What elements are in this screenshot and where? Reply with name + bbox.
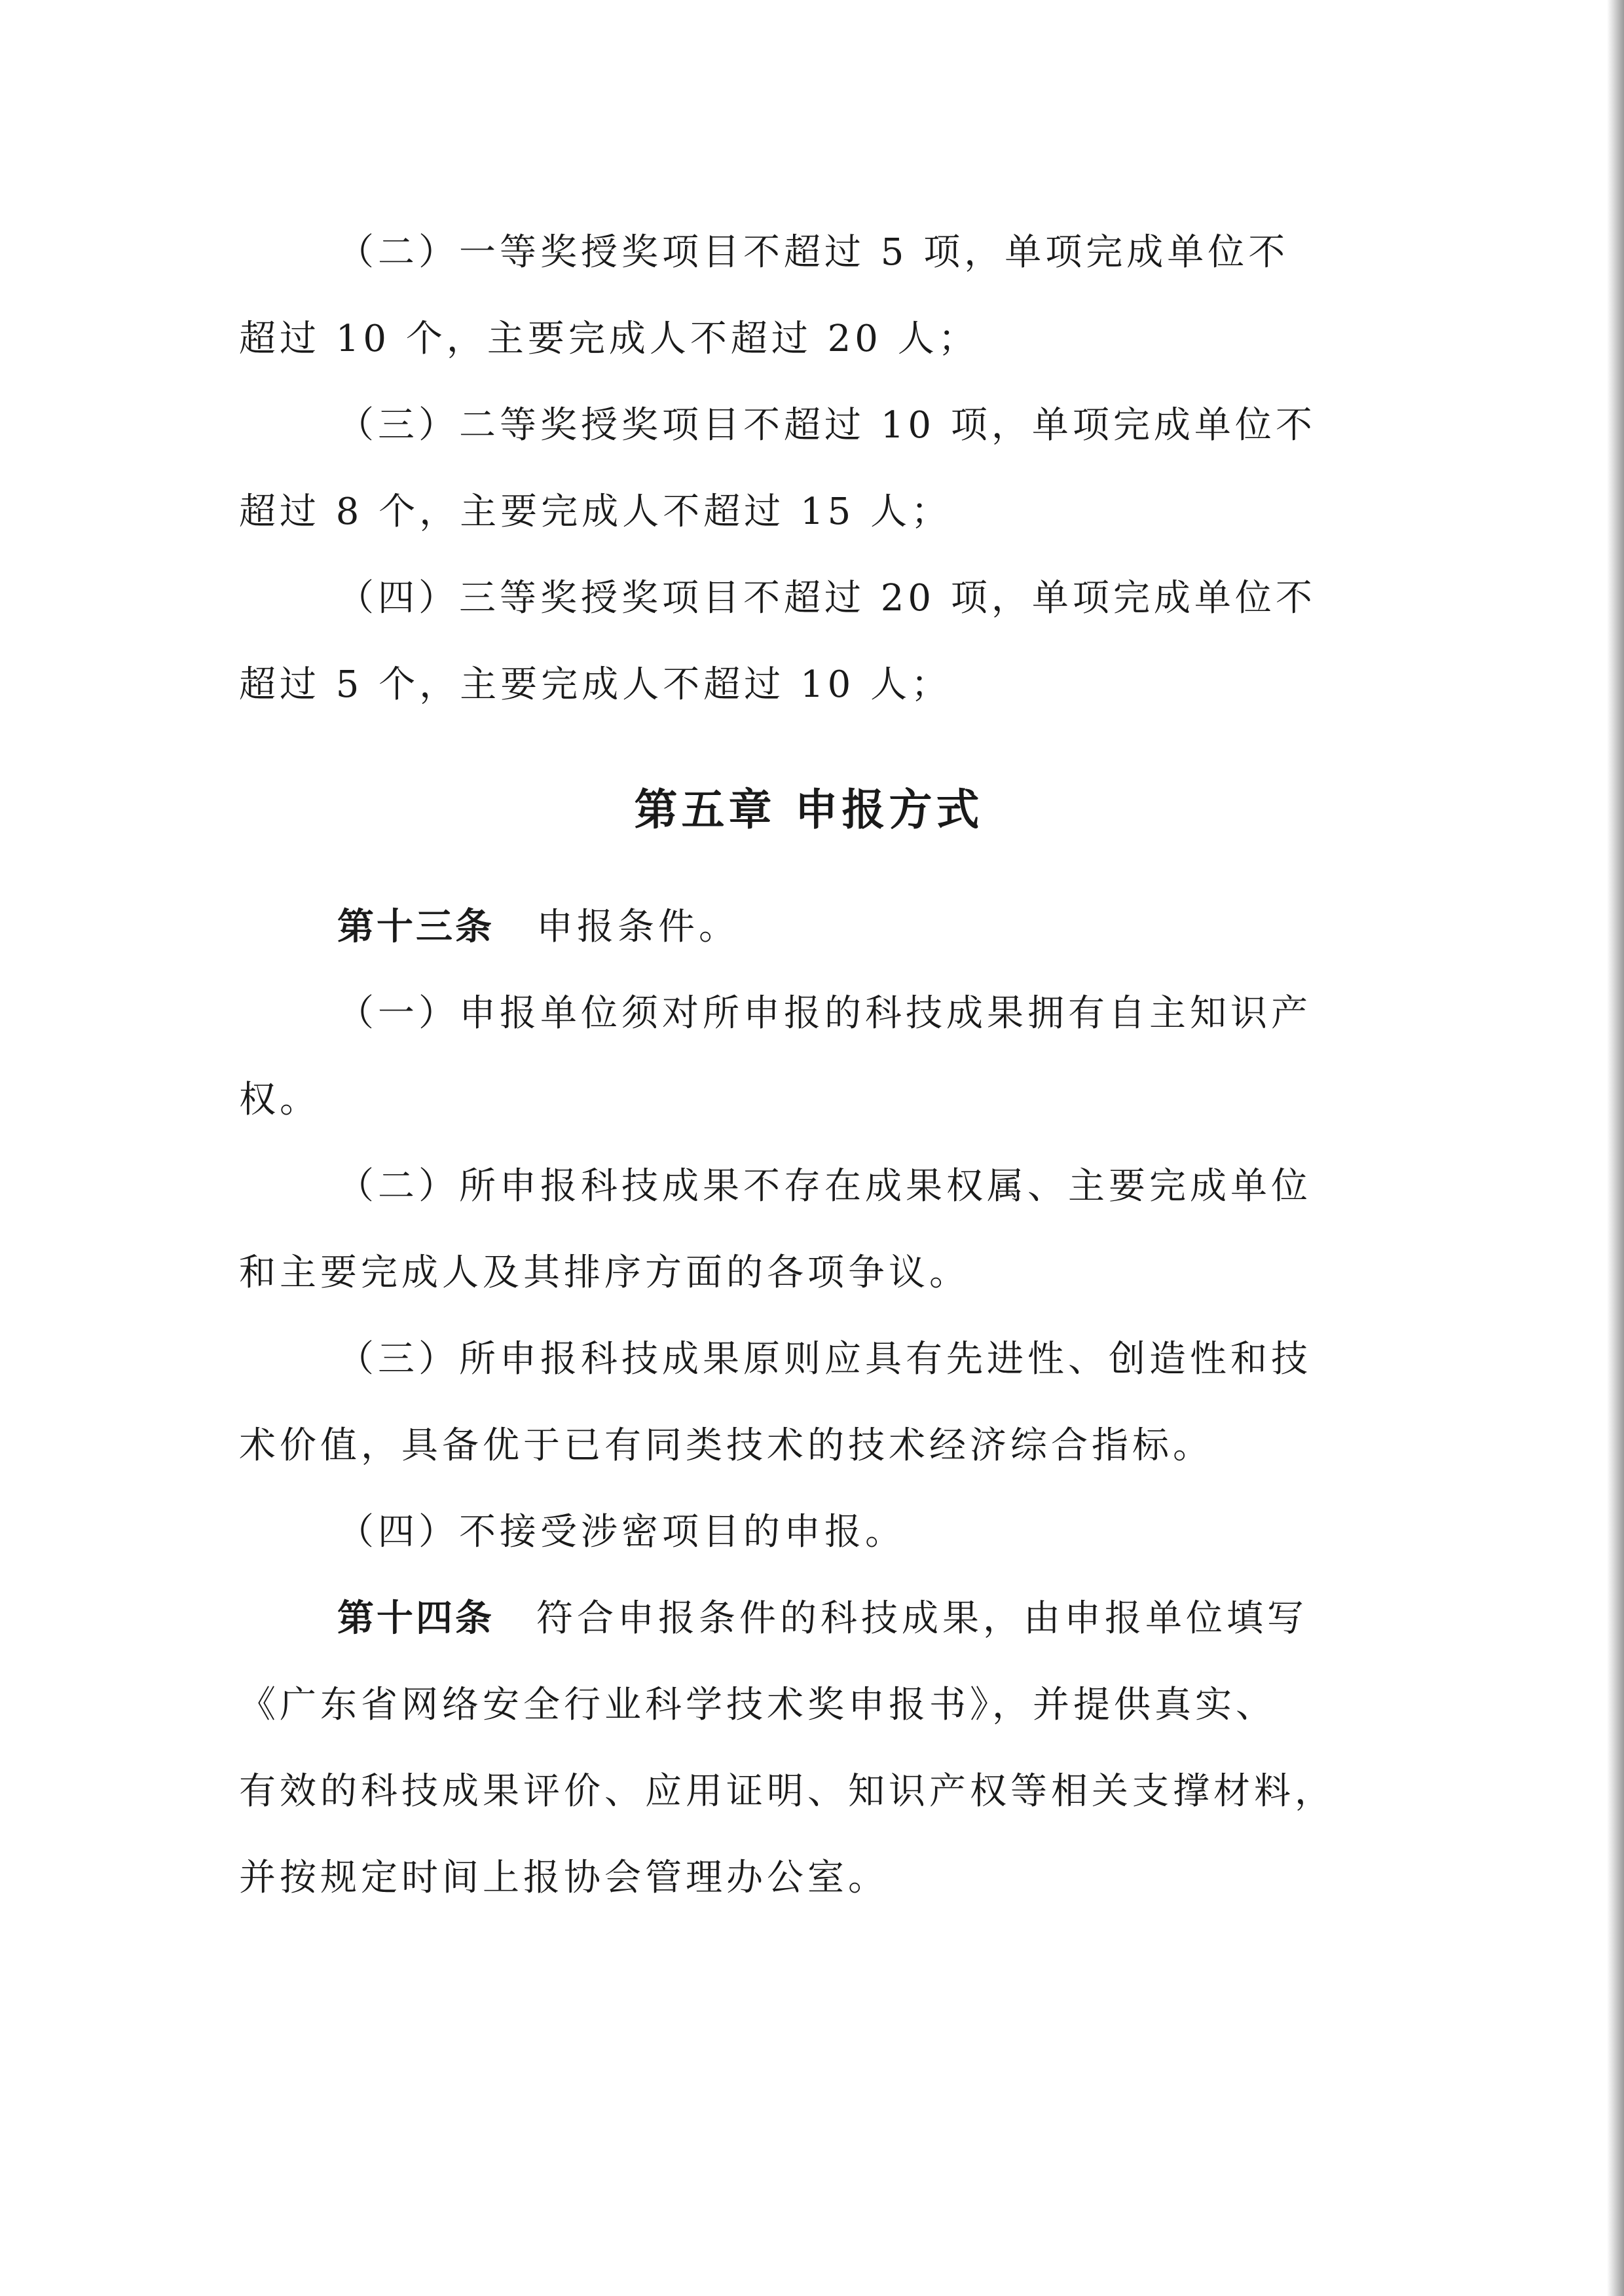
article-13 (239, 884, 1378, 1576)
award-limit-item-4 (239, 555, 1378, 728)
paragraph-line: （三）二等奖授奖项目不超过 10 项，单项完成单位不 (337, 404, 1316, 447)
scan-edge-shadow (1607, 0, 1624, 2296)
award-limit-item-2 (239, 210, 1378, 382)
article-14 (239, 1576, 1378, 1921)
paragraph-line: （四）三等奖授奖项目不超过 20 项，单项完成单位不 (337, 577, 1316, 620)
paragraph-line: （三）所申报科技成果原则应具有先进性、创造性和技 (337, 1338, 1312, 1380)
paragraph-line: 术价值，具备优于已有同类技术的技术经济综合指标。 (239, 1424, 1213, 1467)
paragraph-line: 并按规定时间上报协会管理办公室。 (239, 1857, 889, 1899)
paragraph-line: 和主要完成人及其排序方面的各项争议。 (239, 1251, 970, 1294)
paragraph-line: （一）申报单位须对所申报的科技成果拥有自主知识产 (337, 992, 1312, 1035)
article-text: 申报条件。 (536, 906, 739, 948)
paragraph-line: 超过 10 个，主要完成人不超过 20 人； (239, 318, 979, 360)
article-heading (239, 884, 1378, 971)
page-content (239, 210, 1378, 1921)
paragraph-line: 超过 8 个，主要完成人不超过 15 人； (239, 491, 952, 533)
paragraph-line: 《广东省网络安全行业科学技术奖申报书》，并提供真实、 (239, 1684, 1276, 1726)
article-label: 第十三条 (337, 906, 494, 948)
article-label: 第十四条 (337, 1597, 494, 1640)
article-text: 符合申报条件的科技成果，由申报单位填写 (536, 1597, 1308, 1640)
paragraph-line: 超过 5 个，主要完成人不超过 10 人； (239, 663, 952, 706)
paragraph-line: 权。 (239, 1079, 320, 1121)
article-heading (239, 1576, 1378, 1662)
paragraph-line: （二）一等奖授奖项目不超过 5 项，单项完成单位不 (337, 231, 1289, 274)
award-limit-item-3 (239, 382, 1378, 555)
paragraph-line: 有效的科技成果评价、应用证明、知识产权等相关支撑材料， (239, 1770, 1335, 1813)
paragraph-line: （二）所申报科技成果不存在成果权属、主要完成单位 (337, 1165, 1312, 1208)
chapter-title: 第五章 申报方式 (634, 785, 984, 835)
paragraph-line: （四）不接受涉密项目的申报。 (337, 1511, 906, 1553)
